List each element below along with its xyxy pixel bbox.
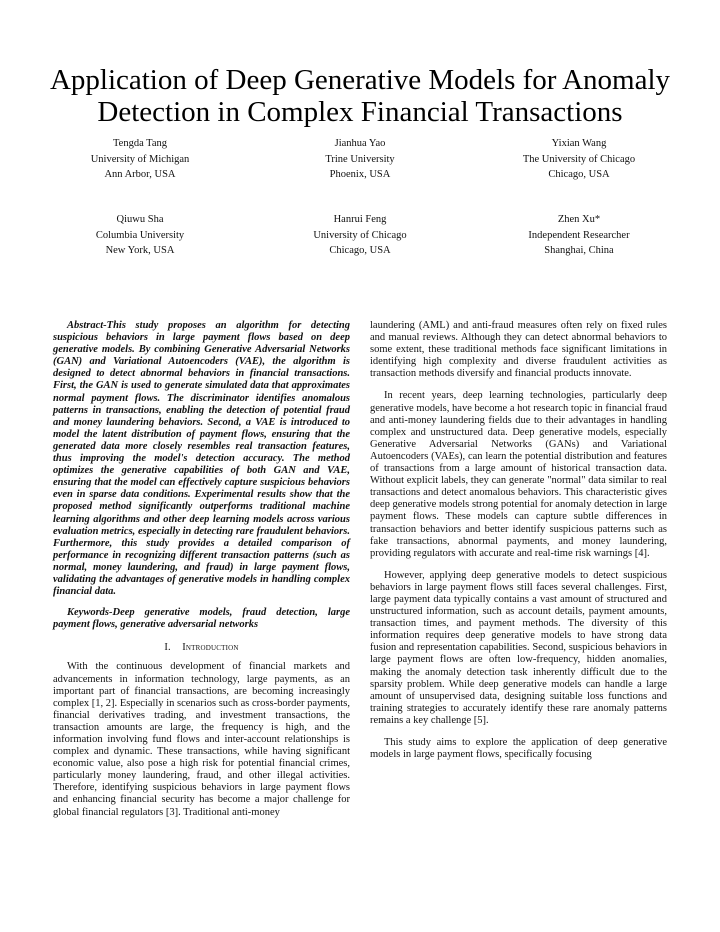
- author-affiliation: University of Chicago: [313, 229, 407, 241]
- author-location: Chicago, USA: [329, 245, 391, 256]
- right-column: [370, 320, 667, 761]
- left-column: [53, 320, 350, 819]
- author-name: Hanrui Feng: [333, 214, 387, 225]
- author-block: [40, 212, 240, 259]
- author-block: [479, 136, 679, 183]
- author-name: Tengda Tang: [112, 138, 168, 149]
- body-paragraph: With the continuous development of financial markets and advancements in information technology, large payments, as an important part of financial transactions, are becoming increasingly complex [1, 2]. Especially in scenarios such as cross-border payments, financial derivatives trading, and investment transactions, the transaction amounts are large, the frequency is high, and the information involving fund flows and inter-account relationships is complex and dynamic. These transactions, while having significant economic value, also pose a high risk for potential financial crimes, particularly money laundering, fraud, and other illegal activities. Therefore, identifying suspicious behaviors in large payment flows and enhancing financial security has become a major challenge for global financial regulators [3]. Traditional anti-money: [53, 661, 350, 818]
- section-number: I.: [164, 642, 171, 654]
- section-heading: [53, 642, 350, 654]
- author-affiliation: University of Michigan: [90, 153, 190, 165]
- author-name: Yixian Wang: [551, 138, 607, 149]
- author-block: [40, 136, 240, 183]
- author-block: [260, 212, 460, 259]
- body-paragraph: However, applying deep generative models to detect suspicious behaviors in large payment flows still faces several challenges. First, large payment data typically contains a vast amount of structured and unstructured information, such as account details, payment amounts, transaction times, and payment methods. The diversity of this information requires deep generative models to have strong data fusion and representation capabilities. Second, suspicious behaviors in large payment flows are often low-frequency, hidden anomalies, making the anomaly detection task inherently difficult due to the sparsity problem. While deep generative models can handle a large amount of unsupervised data, designing suitable loss functions and training strategies to accurately identify these rare anomaly patterns remains a key challenge [5].: [370, 569, 667, 726]
- author-affiliation: Independent Researcher: [528, 229, 630, 241]
- author-name: Jianhua Yao: [334, 138, 386, 149]
- author-location: Phoenix, USA: [329, 169, 391, 180]
- author-location: Chicago, USA: [548, 169, 610, 180]
- section-title: Introduction: [182, 642, 239, 654]
- author-name: Zhen Xu*: [557, 214, 601, 225]
- body-paragraph: In recent years, deep learning technologies, particularly deep generative models, have become a hot research topic in financial fraud and anti-money laundering fields due to their advantages in handling complex and unstructured data. Deep generative models, especially Generative Adversarial Networks (GANs) and Variational Autoencoders (VAEs), can learn the potential distribution and features of transactions from a large amount of historical transaction data. Without explicit labels, they can generate "normal" data similar to real transactions and detect anomalous behaviors. This characteristic gives deep generative models strong potential for anomaly detection in large payment flows. These models can capture subtle differences in transaction behaviors and better identify suspicious patterns such as fake transactions, abnormal payments, and money laundering, providing regulators with accurate and real-time risk warnings [4].: [370, 390, 667, 559]
- author-affiliation: Columbia University: [95, 229, 185, 241]
- body-paragraph: laundering (AML) and anti-fraud measures often rely on fixed rules and manual reviews. Although they can detect abnormal behaviors to some extent, these traditional methods face significant limitations in identifying high complexity and diverse fraudulent activities as transaction methods diversify and financial products innovate.: [370, 320, 667, 380]
- author-affiliation: The University of Chicago: [522, 153, 636, 165]
- author-location: New York, USA: [105, 245, 175, 256]
- paper-title: Application of Deep Generative Models for Anomaly Detection in Complex Financial Transactions: [49, 64, 671, 128]
- author-affiliation: Trine University: [325, 153, 395, 165]
- author-block: [479, 212, 679, 259]
- author-location: Shanghai, China: [544, 245, 614, 256]
- author-block: [260, 136, 460, 183]
- author-name: Qiuwu Sha: [116, 214, 164, 225]
- author-location: Ann Arbor, USA: [104, 169, 176, 180]
- body-paragraph: This study aims to explore the application of deep generative models in large payment flows, specifically focusing: [370, 737, 667, 761]
- abstract: Abstract-This study proposes an algorithm for detecting suspicious behaviors in large payment flows based on deep generative models. By combining Generative Adversarial Networks (GAN) and Variational Autoencoders (VAE), the algorithm is designed to detect abnormal behaviors in financial transactions. First, the GAN is used to generate simulated data that approximates normal payment flows. The discriminator identifies anomalous patterns in transactions, enabling the detection of potential fraud and money laundering behaviors. Second, a VAE is introduced to model the latent distribution of payment flows, ensuring that the generated data more closely resembles real transaction features, thus improving the model's detection accuracy. The method optimizes the generative capabilities of both GAN and VAE, ensuring that the model can effectively capture suspicious behaviors even in sparse data conditions. Experimental results show that the proposed method significantly outperforms traditional machine learning algorithms and other deep learning models across various evaluation metrics, especially in detecting rare fraudulent behaviors. Furthermore, this study provides a detailed comparison of performance in recognizing different transaction patterns (such as normal, money laundering, and fraud) in large payment flows, validating the advantages of generative models in handling complex financial data.: [53, 320, 350, 598]
- keywords: Keywords-Deep generative models, fraud detection, large payment flows, generative adversarial networks: [53, 607, 350, 631]
